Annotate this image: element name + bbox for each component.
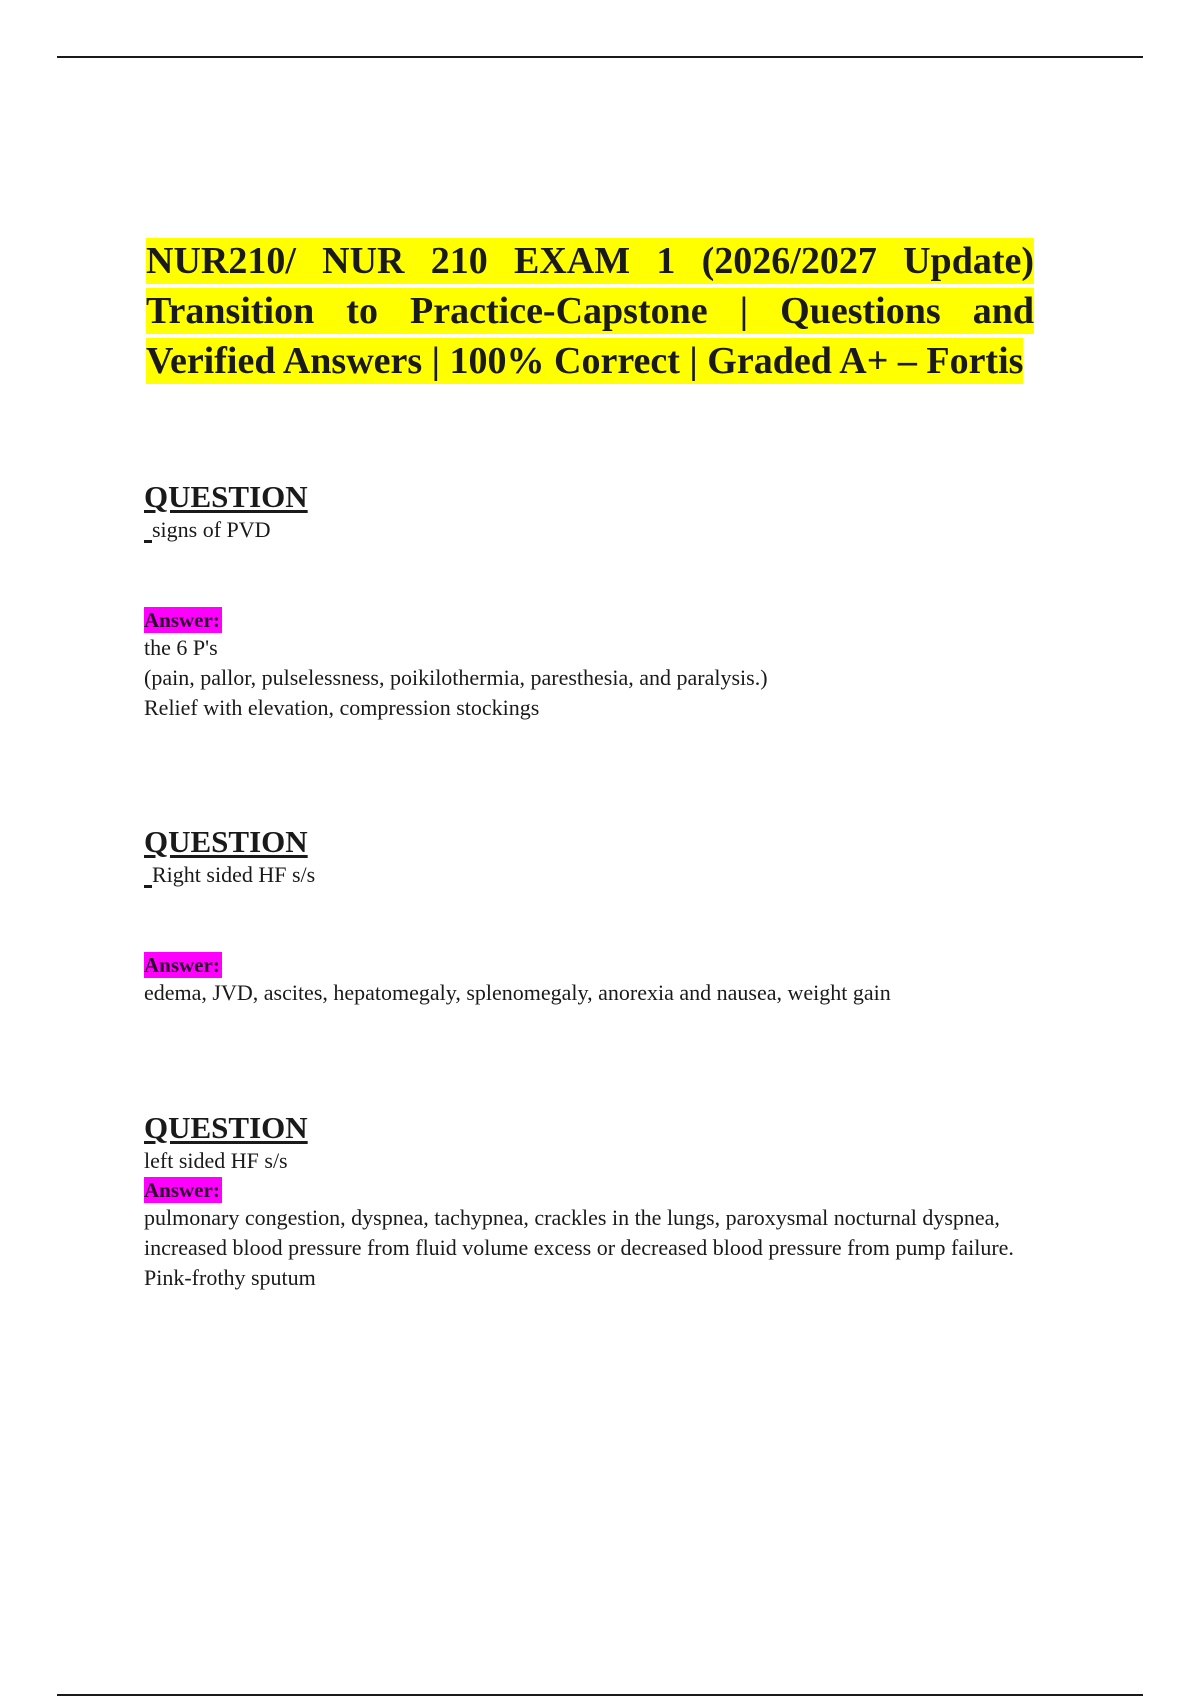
answer-line: the 6 P's [144,635,218,660]
question-heading: QUESTION [144,1110,308,1145]
qa-block-2 [144,825,1094,1008]
document-title [146,236,1034,386]
answer-line: (pain, pallor, pulselessness, poikilothermia, paresthesia, and paralysis.) [144,665,768,690]
document-title-text: NUR210/ NUR 210 EXAM 1 (2026/2027 Update) Transition to Practice-Capstone | Questions and Verified Answers | 100% Correct | Graded A+ – Fortis [146,240,1034,382]
answer-line: edema, JVD, ascites, hepatomegaly, splenomegaly, anorexia and nausea, weight gain [144,980,891,1005]
answer-line: pulmonary congestion, dyspnea, tachypnea, crackles in the lungs, paroxysmal nocturnal dyspnea, [144,1205,1000,1230]
answer-label-row [144,607,1094,633]
qa-block-1 [144,480,1094,723]
bullet-mark [144,540,152,543]
qa-block-3 [144,1111,1094,1293]
answer-label-row [144,1177,1094,1203]
answer-line: Pink-frothy sputum [144,1265,316,1290]
answer-label: Answer: [144,1178,220,1202]
question-heading: QUESTION [144,479,308,514]
answer-line: increased blood pressure from fluid volume excess or decreased blood pressure from pump failure. [144,1235,1014,1260]
question-text: Right sided HF s/s [152,862,316,887]
page-top-rule [57,56,1143,58]
question-text: left sided HF s/s [144,1148,288,1173]
answer-line: Relief with elevation, compression stockings [144,695,540,720]
answer-label: Answer: [144,608,220,632]
question-text-row [144,516,1094,544]
question-text-row [144,1147,1094,1175]
question-text-row [144,861,1094,889]
answer-label: Answer: [144,953,220,977]
question-text: signs of PVD [152,517,271,542]
question-heading: QUESTION [144,824,308,859]
bullet-mark [144,885,152,888]
page-bottom-rule [57,1694,1143,1696]
answer-label-row [144,952,1094,978]
